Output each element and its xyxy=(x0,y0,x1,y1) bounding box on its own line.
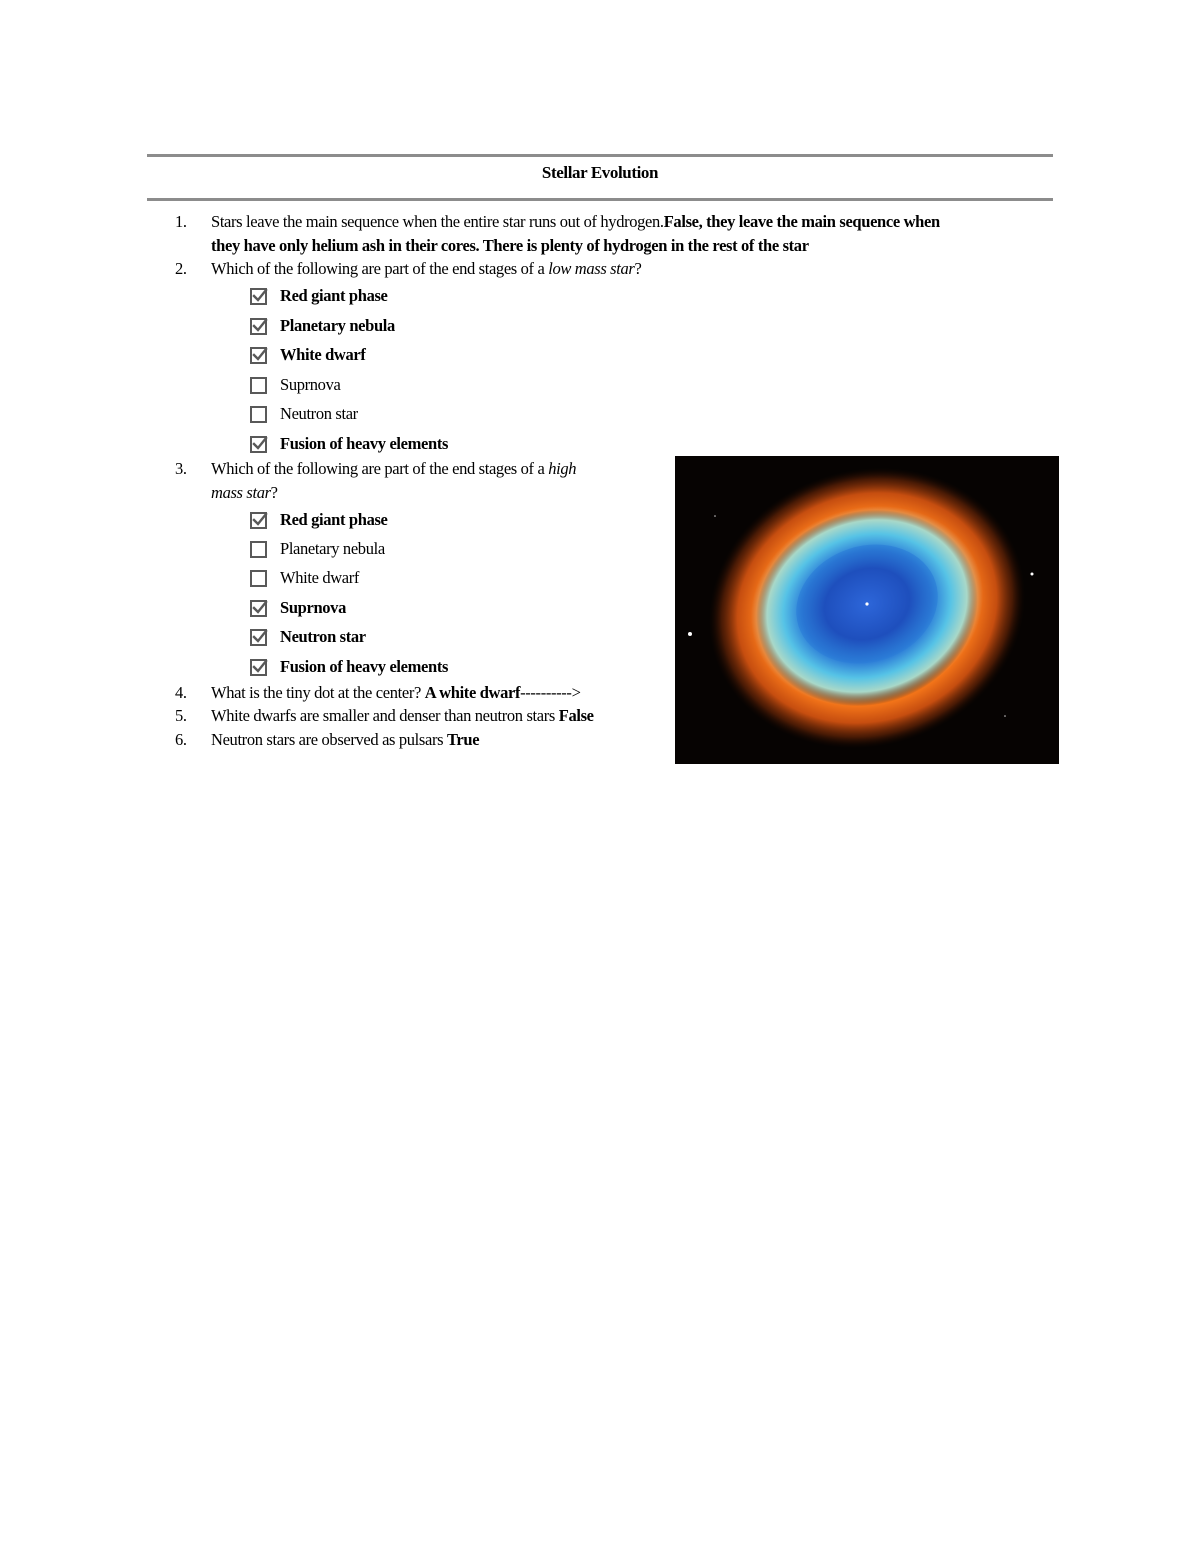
question-answer: True xyxy=(446,730,480,749)
option-label: Planetary nebula xyxy=(280,316,395,335)
question-number: 6. xyxy=(175,730,187,749)
question-text-italic: high xyxy=(548,459,577,478)
checkbox-icon[interactable] xyxy=(250,377,267,394)
question-answer: False, they leave the main sequence when xyxy=(663,212,940,231)
checked-checkbox-icon[interactable] xyxy=(250,347,267,364)
question-answer: False xyxy=(558,706,594,725)
option-label: White dwarf xyxy=(280,568,360,587)
option-label: Suprnova xyxy=(280,598,346,617)
ring-nebula-image xyxy=(675,456,1059,764)
top-rule xyxy=(147,154,1053,157)
arrow-text: ----------> xyxy=(520,683,581,702)
option-label: Planetary nebula xyxy=(280,539,385,558)
checked-checkbox-icon[interactable] xyxy=(250,318,267,335)
option-label: Red giant phase xyxy=(280,510,388,529)
option-checkbox[interactable] xyxy=(250,314,395,338)
checkbox-icon[interactable] xyxy=(250,541,267,558)
checked-checkbox-icon[interactable] xyxy=(250,600,267,617)
option-checkbox[interactable] xyxy=(250,596,346,620)
option-checkbox[interactable] xyxy=(250,343,366,367)
checkbox-icon[interactable] xyxy=(250,570,267,587)
option-label: Neutron star xyxy=(280,404,358,423)
question-text-end: ? xyxy=(634,259,642,278)
option-checkbox[interactable] xyxy=(250,566,359,590)
question-text-italic: low mass star xyxy=(548,259,635,278)
question-answer: A white dwarf xyxy=(424,683,521,702)
option-checkbox[interactable] xyxy=(250,508,388,532)
checkbox-icon[interactable] xyxy=(250,406,267,423)
checked-checkbox-icon[interactable] xyxy=(250,629,267,646)
question-number: 2. xyxy=(175,259,187,278)
question-text: What is the tiny dot at the center? xyxy=(211,683,425,702)
question-text: White dwarfs are smaller and denser than neutron stars xyxy=(211,706,559,725)
option-label: Red giant phase xyxy=(280,286,388,305)
checked-checkbox-icon[interactable] xyxy=(250,512,267,529)
bottom-rule xyxy=(147,198,1053,201)
checked-checkbox-icon[interactable] xyxy=(250,288,267,305)
question-number: 3. xyxy=(175,459,187,478)
option-checkbox[interactable] xyxy=(250,402,358,426)
question-answer-continued: they have only helium ash in their cores. There is plenty of hydrogen in the rest of the star xyxy=(211,236,809,255)
question-text: Neutron stars are observed as pulsars xyxy=(211,730,447,749)
option-label: Fusion of heavy elements xyxy=(280,657,449,676)
question-text: Stars leave the main sequence when the entire star runs out of hydrogen. xyxy=(211,212,664,231)
question-text-italic-continued: mass star xyxy=(211,483,271,502)
question-text-end: ? xyxy=(270,483,278,502)
option-checkbox[interactable] xyxy=(250,432,448,456)
option-label: Fusion of heavy elements xyxy=(280,434,449,453)
document-title: Stellar Evolution xyxy=(541,163,659,182)
checked-checkbox-icon[interactable] xyxy=(250,436,267,453)
checked-checkbox-icon[interactable] xyxy=(250,659,267,676)
option-label: Neutron star xyxy=(280,627,366,646)
question-number: 5. xyxy=(175,706,187,725)
option-label: White dwarf xyxy=(280,345,366,364)
question-number: 4. xyxy=(175,683,187,702)
option-label: Suprnova xyxy=(280,375,341,394)
option-checkbox[interactable] xyxy=(250,284,388,308)
question-text: Which of the following are part of the end stages of a xyxy=(211,459,549,478)
question-text: Which of the following are part of the end stages of a xyxy=(211,259,549,278)
question-number: 1. xyxy=(175,212,187,231)
option-checkbox[interactable] xyxy=(250,625,366,649)
option-checkbox[interactable] xyxy=(250,655,448,679)
option-checkbox[interactable] xyxy=(250,537,385,561)
option-checkbox[interactable] xyxy=(250,373,340,397)
